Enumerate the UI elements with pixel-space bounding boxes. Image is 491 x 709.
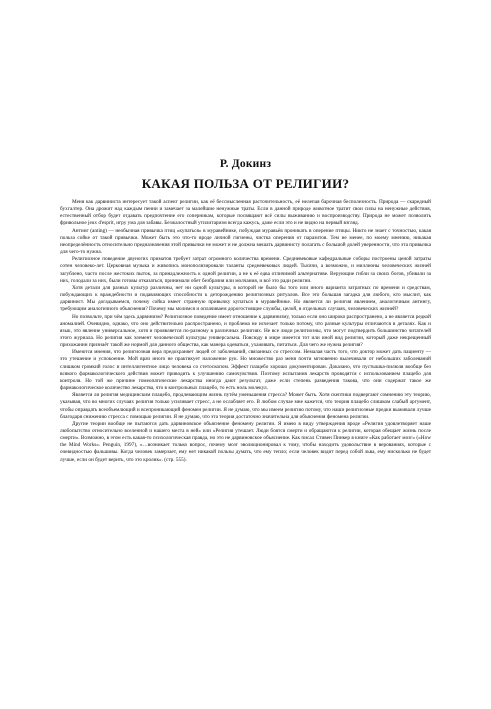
paragraph: Меня как дарвиниста интересует такой аспект религии, как её бессмысленная расточительность, её нелепая барочная бесполезность. Природа — скаредный бухгалтер. Она дрожит над каждым пенни и замечает за малейшие ненужные траты. Если в данной природе животное тратит свои силы на ненужные действия, естественный отбор будет отдавать предпочтение его соперникам, которые посвящают всё силы выживанию и воспроизводству. Природа не может позволить фривольное jeux d'esprit, игру ума для забавы. Безжалостный утилитаризм всегда кажусь, даже если это и не видно на первый взгляд. <box>60 199 431 227</box>
paragraph: Другие теории вообще не пытаются дать дарвиновское объяснение феномену религии. Я имею в виду утверждения вроде «Религия удовлетворяет наше любопытство относительно вселенной и нашего места в ней» или «Религия утешает. Люди боятся смерти и обращаются к религии, которая обещает жизнь после смерти». Возможно, в этом есть какая-то психологическая правда, но это не дарвиновское объяснение. Как писал Стивен Пинкер в книге «Как работает мозг» («How the Mind Works». Penguin, 1997), «…возникает только вопрос, почему мозг эволюционировал к тому, чтобы находить удовольствие в верованиях, которые с очевидностью фальшивы. Когда человек замерзает, ему нет никакой пользы думать, что ему тепло; если человек видит перед собой льва, ему нисколько не будет лучше, если он будет верить, что это кролик». (стр. 555). <box>60 420 431 463</box>
paragraph: Хотя детали для разных культур различны, нет ни одной культуры, в которой не было бы того или иного варианта затратных по времени и средствам, побуждающих к враждебности и подавляющих способности к деторождению религиозных ритуалов. Все это большая загадка для любого, кто мыслит, как дарвинист. Мы догадываемся, почему сойка имеет странную привычку купаться в муравейнике. Но является ли религия явлением, аналогичным антингу, требующим аналогичного объяснения? Почему мы молимся и оплачиваем дорогостоящие службы, целой, в отдельных случаях, человеческих жизней? <box>60 284 431 313</box>
paragraph: Религиозное поведение двуногих приматов требует затрат огромного количества времени. Средневековые кафедральные соборы построены ценой затраты сотен человеко-лет. Церковная музыка и живопись монополизировали таланты средневековых людей. Тысячи, а возможно, и миллионы человеческих жизней загублено, часто после жестоких пыток, за принадлежность к одной религии, а не к её едва отличимой альтернативе. Верующие гибли за своих богов, убивали за них, голодали за них, были готовы отказаться, принимали обет безбрачия или молчания, и всё это ради религии. <box>60 256 431 284</box>
paragraph: Имеются мнения, что религиозная вера предохраняет людей от заболеваний, связанных со стрессом. Немалая часть того, что доктор может дать пациенту — это утешение и успокоение. Мой врач иного не практикует наложение рук. Но множество раз меня почти мгновенно вылечивали от небольших заболеваний слишком громкий голос и интеллигентное лицо человека со стетоскопом. Эффект плацебо хорошо документирован. Доказано, что пустышка-пилюля вообще без всякого фармакологического действия может приводить к улучшению самочувствия. Поэтому испытания лекарств проводятся с использованием плацебо для контроля. Но той же причине гомеопатические лекарства иногда дают результат, даже если степень разведения такова, что они содержат такое же фармакологическое количество лекарства, что в контрольных плацебо, то есть ноль молекул. <box>60 349 431 392</box>
paragraph: Антинг (anting) — необычная привычка птиц «купаться» в муравейнике, побуждая муравьёв проникать в оперение птицы. Никто не знает с точностью, какая польза сойке от такой привычки. Может быть это что-то вроде личной гигиены, чистка оперения от паразитов. Тем не менее, по моему мнению, никакая неопределённость относительно предназначения этой привычки не может и не должна мешать дарвинисту полагать с большой долей уверенности, что эта привычка для чего-то нужна. <box>60 227 431 256</box>
article-title: КАКАЯ ПОЛЬЗА ОТ РЕЛИГИИ? <box>141 176 350 191</box>
author-name: Р. Докинз <box>219 158 272 170</box>
article-body <box>60 199 431 464</box>
paragraph: Но позвольте, при чём здесь дарвинизм? Религиозное поведение имеет отношение к дарвинизму, только если оно широко распространено, а не является редкой аномалией. Очевидно, однако, что оно действительно распространено, и проблема не исчезает только потому, что разные культуры отличаются в деталях. Как и язык, это явление универсальное, хотя и проявляется по-разному в различных религиях. Не все люди религиозны, что могут подтвердить большинство читателей этого журнала. Но религия как элемент человеческой культуры универсальна. Повсюду в мире имеется тот или иной вид религии, который даже некрещенный прихожанин признаёт такой же нормой для данного общества, как манера одеваться, ухаживать, питаться. Для чего же нужна религия? <box>60 313 431 349</box>
paragraph: Является ли религия медицинским плацебо, продлевающим жизнь путём уменьшения стресса? Может быть. Хотя скептики подвергают сомнению эту теорию, указывая, что во многих случаях религия только усиливает стресс, а не ослабляет его. В любом случае мне кажется, что теория плацебо слишком слабый аргумент, чтобы оправдать всеобъемлющий и всепроникающий феномен религии. Я не думаю, что мы имеем религию потому, что наши религиозные предки выживали лучше благодаря снижению стресса с помощью религии. Я не думаю, что эта теория достаточно значительна для объяснения феномена религии. <box>60 392 431 420</box>
